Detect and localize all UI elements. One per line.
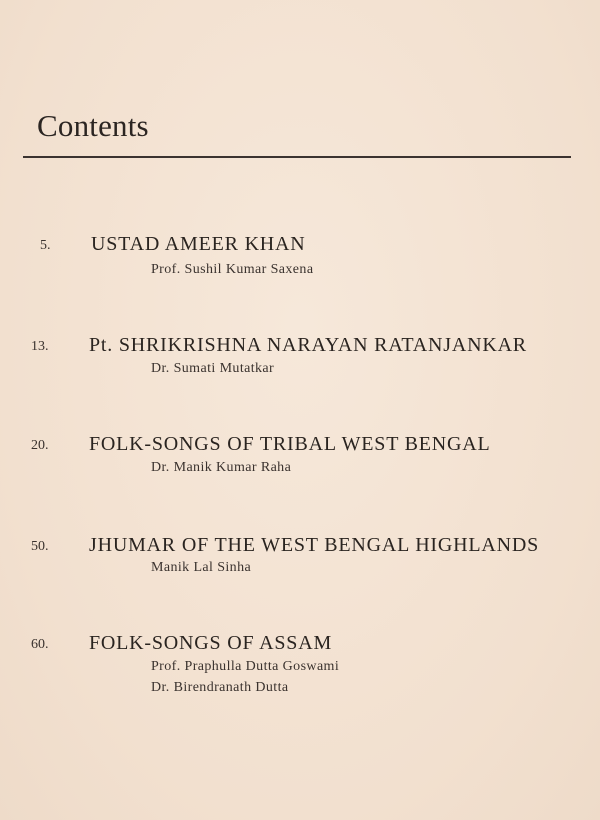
page-number: 20.	[31, 438, 49, 453]
page-number: 60.	[31, 637, 49, 652]
page-number: 13.	[31, 339, 49, 354]
page-title: Contents	[37, 108, 149, 143]
entry-author: Dr. Sumati Mutatkar	[151, 361, 275, 376]
page-number: 50.	[31, 539, 49, 554]
entry-author: Manik Lal Sinha	[151, 560, 252, 575]
entry-title: USTAD AMEER KHAN	[91, 233, 306, 255]
entry-author: Prof. Sushil Kumar Saxena	[151, 262, 314, 277]
entry-author: Dr. Birendranath Dutta	[151, 680, 289, 695]
entry-author: Prof. Praphulla Dutta Goswami	[151, 659, 340, 674]
entry-title: Pt. SHRIKRISHNA NARAYAN RATANJANKAR	[89, 334, 527, 356]
entry-title: JHUMAR OF THE WEST BENGAL HIGHLANDS	[89, 534, 540, 556]
entry-title: FOLK-SONGS OF ASSAM	[89, 632, 333, 654]
entry-author: Dr. Manik Kumar Raha	[151, 460, 292, 475]
title-divider	[23, 156, 571, 158]
entry-title: FOLK-SONGS OF TRIBAL WEST BENGAL	[89, 433, 491, 455]
page-number: 5.	[40, 238, 51, 253]
